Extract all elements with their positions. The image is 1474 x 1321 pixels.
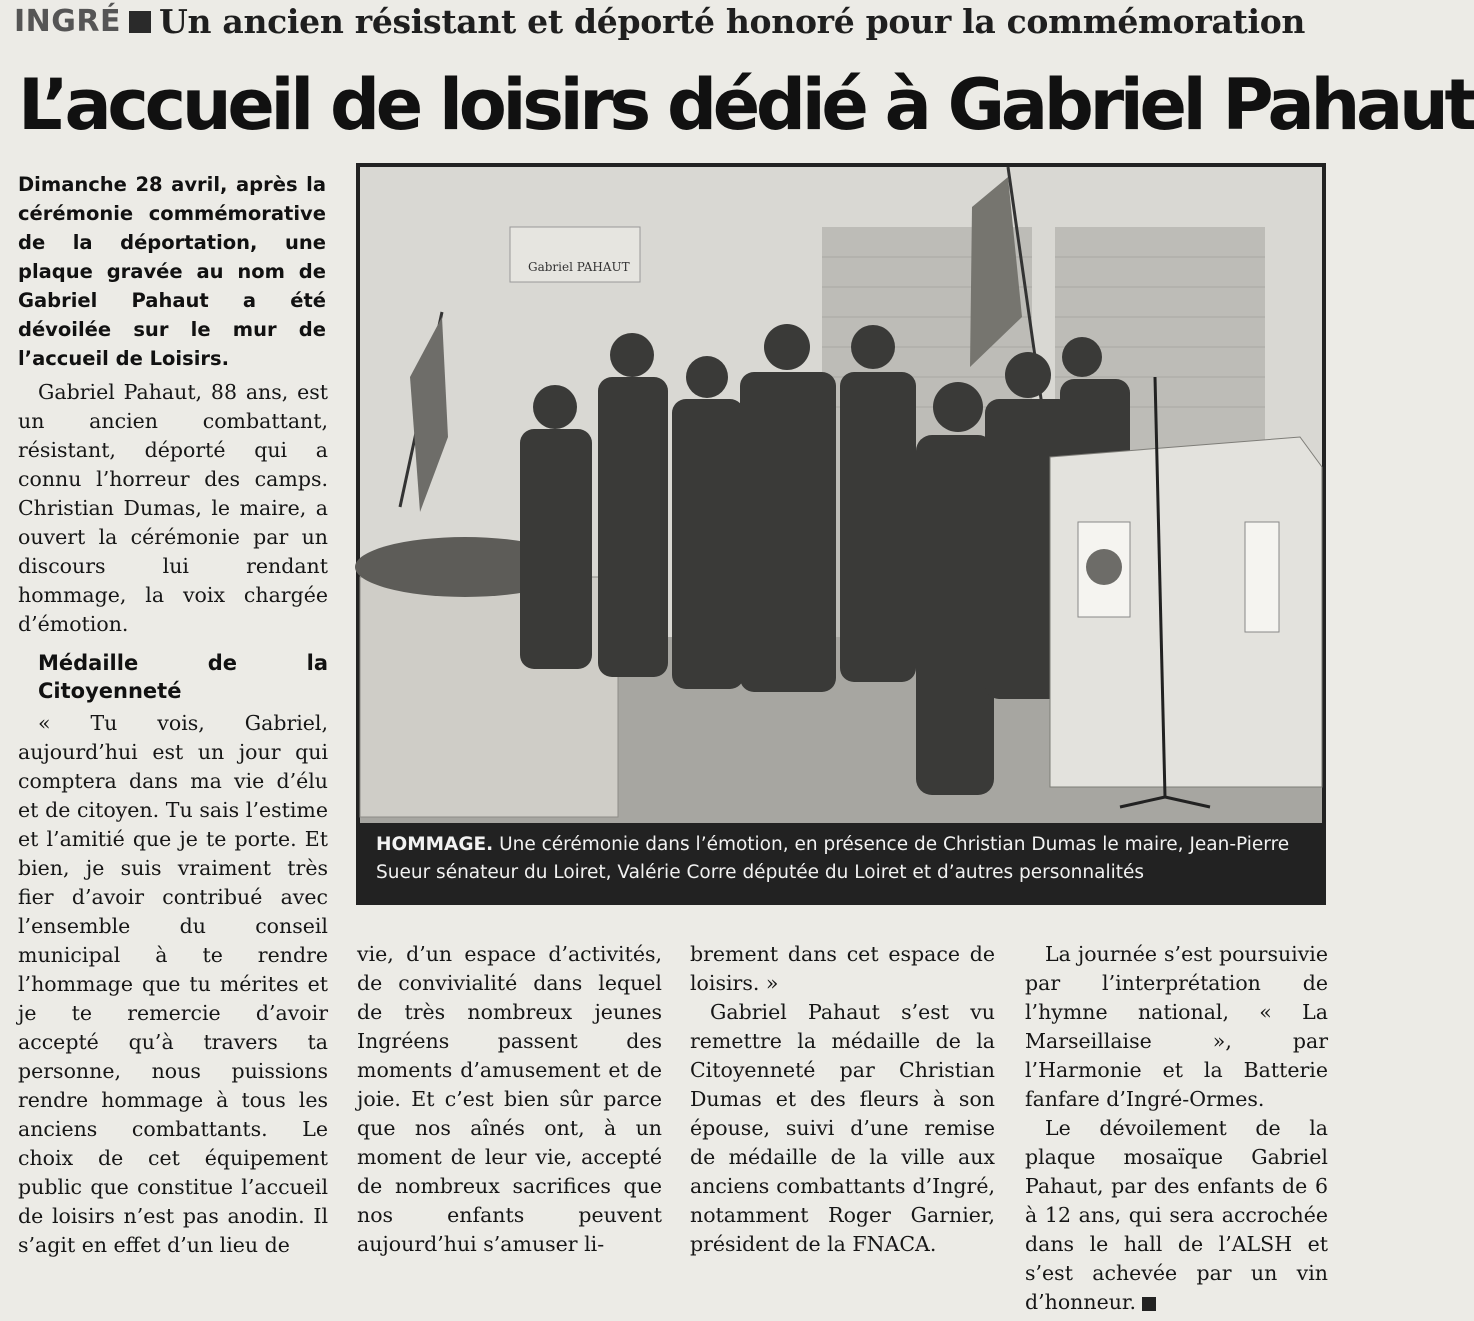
kicker <box>14 2 1306 48</box>
article-column-4 <box>1025 940 1328 1315</box>
photo-caption <box>376 831 1311 895</box>
body-paragraph: brement dans cet espace de loisirs. » <box>690 942 995 995</box>
article-column-2 <box>357 940 662 1315</box>
ceremony-photo-illustration <box>360 167 1322 823</box>
body-paragraph: « Tu vois, Gabriel, aujourd’hui est un jour qui comptera dans ma vie d’élu et de citoyen. Tu sais l’estime et l’amitié que je te porte. Et bien, je suis vraiment très fier d’avoir contribué avec l’ensemble du conseil municipal à te rendre l’hommage que tu mérites et je te remercie d’avoir accepté qu’à travers ta personne, nous puissions rendre hommage à tous les anciens combattants. Le choix de cet équipement public que constitue l’accueil de loisirs n’est pas anodin. Il s’agit en effet d’un lieu de <box>18 711 328 1257</box>
body-paragraph <box>1025 1114 1328 1317</box>
lead-paragraph: Dimanche 28 avril, après la cérémonie commémorative de la déportation, une plaque gravée au nom de Gabriel Pahaut a été dévoilée sur le mur de l’accueil de Loisirs. <box>18 173 326 370</box>
body-paragraph: La journée s’est poursuivie par l’interprétation de l’hymne national, « La Marseillaise », par l’Harmonie et la Batterie fanfare d’Ingré-Ormes. <box>1025 942 1328 1111</box>
caption-label: HOMMAGE. <box>376 834 494 855</box>
square-bullet-icon <box>129 11 151 33</box>
plaque-text: Gabriel PAHAUT <box>528 260 630 274</box>
article-column-1 <box>18 378 328 1313</box>
headline: L’accueil de loisirs dédié à Gabriel Pahaut <box>18 64 1474 146</box>
caption-text: Une cérémonie dans l’émotion, en présence de Christian Dumas le maire, Jean-Pierre Sueur sénateur du Loiret, Valérie Corre députée du Loiret et d’autres personnalités <box>376 834 1290 883</box>
kicker-location: INGRÉ <box>14 4 121 39</box>
ceremony-photo <box>360 167 1322 823</box>
body-paragraph: vie, d’un espace d’activités, de convivialité dans lequel de très nombreux jeunes Ingréens passent des moments d’amusement et de joie. Et c’est bien sûr parce que nos aînés ont, à un moment de leur vie, accepté de nombreux sacrifices que nos enfants peuvent aujourd’hui s’amuser li- <box>357 942 662 1256</box>
end-of-article-square-icon <box>1142 1297 1156 1311</box>
subheading: Médaille de la Citoyenneté <box>38 651 328 703</box>
article-column-3 <box>690 940 995 1315</box>
kicker-text: Un ancien résistant et déporté honoré pour la commémoration <box>159 2 1306 41</box>
final-paragraph-text: Le dévoilement de la plaque mosaïque Gabriel Pahaut, par des enfants de 6 à 12 ans, qui sera accrochée dans le hall de l’ALSH et s’est achevée par un vin d’honneur. <box>1025 1116 1328 1314</box>
photo-block <box>356 163 1326 905</box>
body-paragraph: Gabriel Pahaut, 88 ans, est un ancien combattant, résistant, déporté qui a connu l’horreur des camps. Christian Dumas, le maire, a ouvert la cérémonie par un discours lui rendant hommage, la voix chargée d’émotion. <box>18 380 328 636</box>
body-paragraph: Gabriel Pahaut s’est vu remettre la médaille de la Citoyenneté par Christian Dumas et des fleurs à son épouse, suivi d’une remise de médaille de la ville aux anciens combattants d’Ingré, notamment Roger Garnier, président de la FNACA. <box>690 1000 995 1256</box>
